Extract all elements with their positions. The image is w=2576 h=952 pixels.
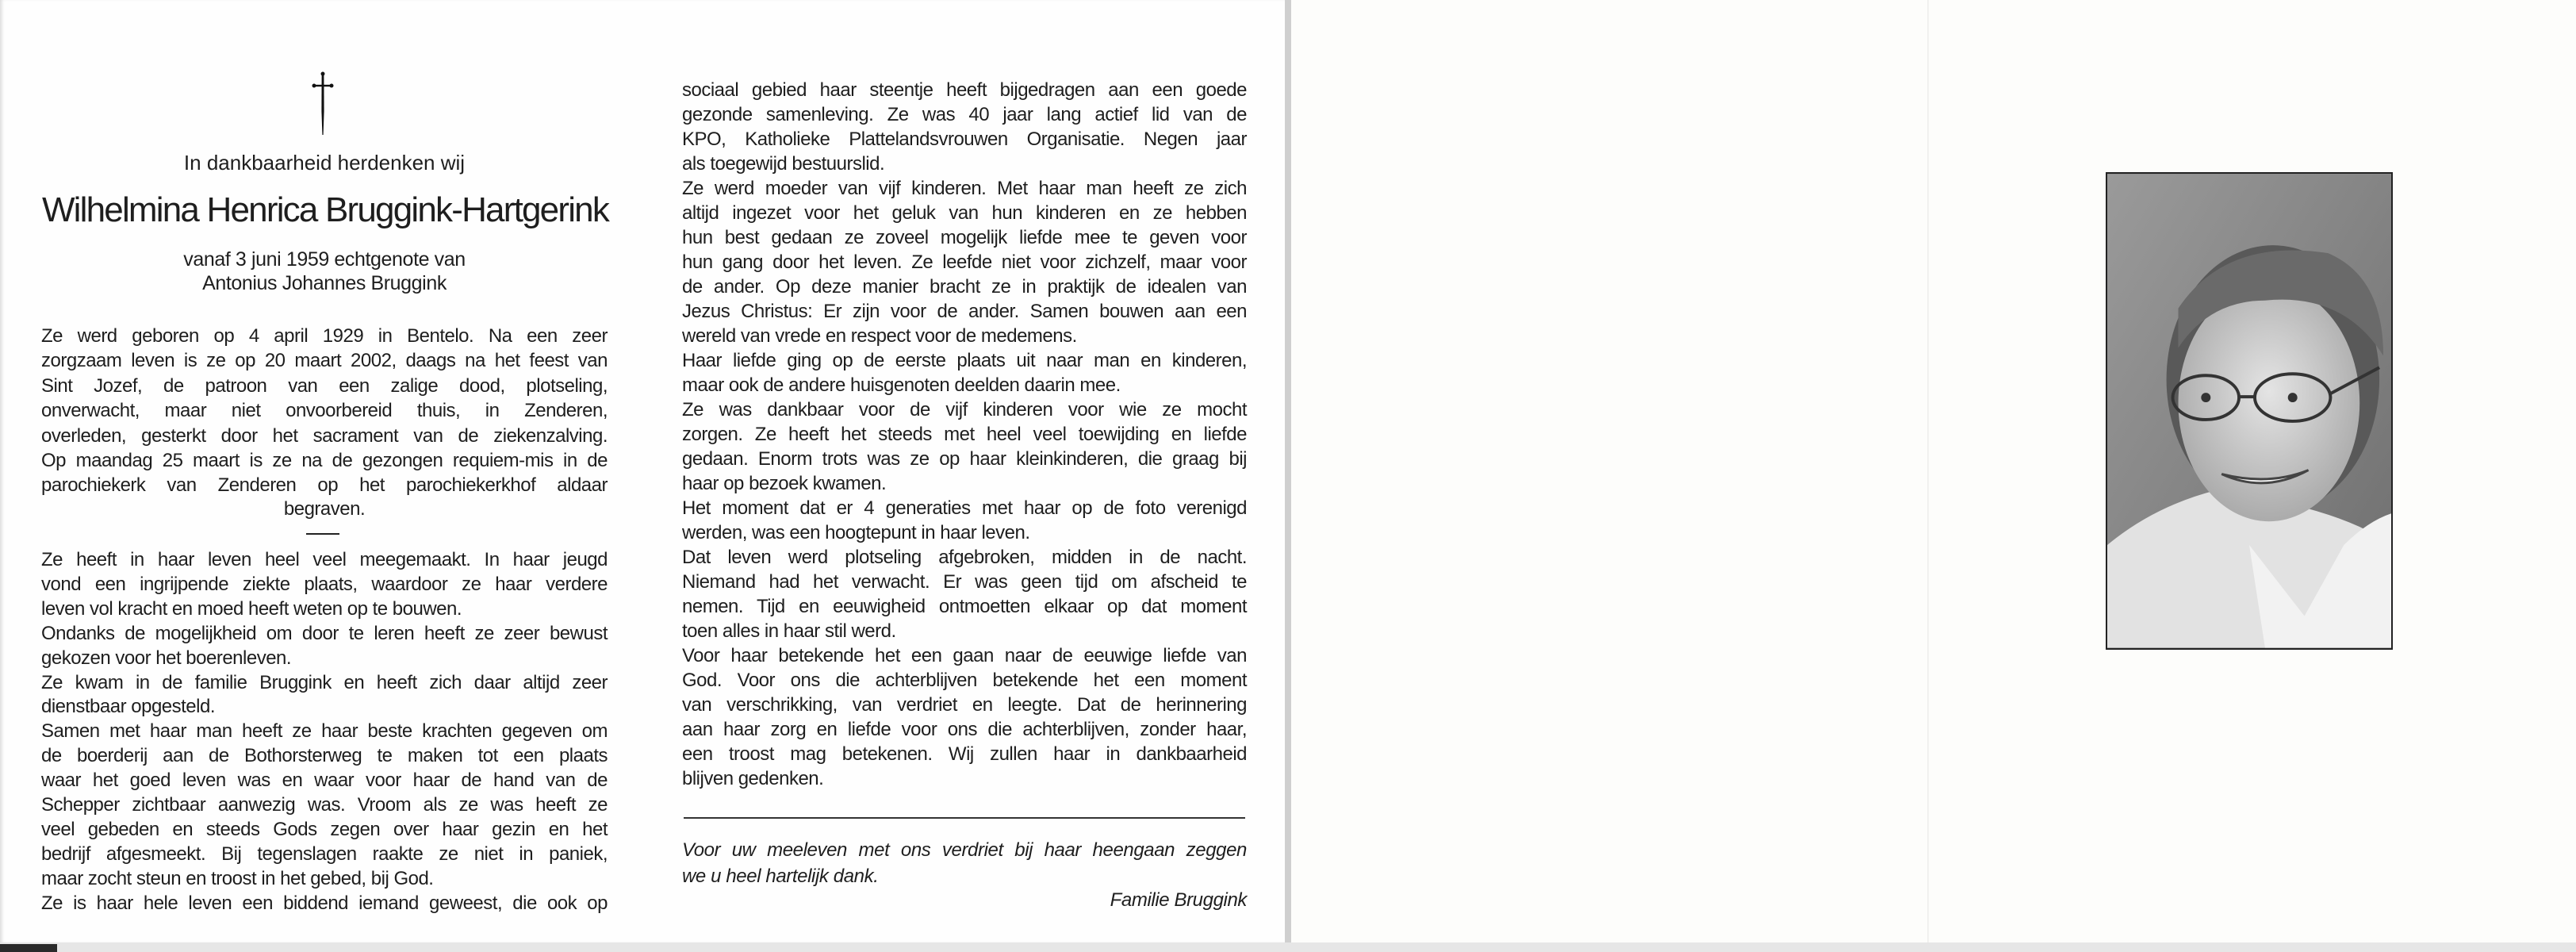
text-line: toen alles in haar stil werd.: [682, 620, 896, 642]
text-line: nemen. Tijd en eeuwigheid ontmoetten elkaar op dat moment: [682, 596, 1247, 617]
text-line: blijven gedenken.: [682, 768, 824, 789]
text-line: maar zocht steun en troost in het gebed, bij God.: [41, 867, 434, 889]
text-line: altijd ingezet voor het geluk van hun kinderen en ze hebben: [682, 202, 1247, 224]
text-line: aan haar zorg en liefde voor ons die achterblijven, zonder haar,: [682, 719, 1247, 740]
text-line: Op maandag 25 maart is ze na de gezongen requiem-mis in de: [41, 450, 608, 471]
text-line: veel gebeden en steeds Gods zegen over haar gezin en het: [41, 818, 608, 840]
text-line: maar ook de andere huisgenoten deelden daarin mee.: [682, 374, 1121, 396]
text-line: Niemand had het verwacht. Er was geen tijd om afscheid te: [682, 571, 1247, 593]
text-line: God. Voor ons die achterblijven betekende het een moment: [682, 670, 1247, 691]
text-line: haar op bezoek kwamen.: [682, 473, 887, 494]
spouse-line-1: vanaf 3 juni 1959 echtgenote van: [183, 248, 466, 271]
text-line: vond een ingrijpende ziekte plaats, waardoor ze haar verdere: [41, 573, 608, 595]
text-line: Ze heeft in haar leven heel veel meegemaakt. In haar jeugd: [41, 549, 608, 570]
text-line: onverwacht, maar niet onvoorbereid thuis, in Zenderen,: [41, 400, 608, 422]
text-line: dienstbaar opgesteld.: [41, 696, 215, 718]
text-line: wereld van vrede en respect voor de medemens.: [682, 325, 1077, 347]
text-line: leven vol kracht en moed heeft weten op te bouwen.: [41, 597, 462, 620]
text-line: de ander. Op deze manier bracht ze in praktijk de idealen van: [682, 276, 1247, 298]
text-line: Voor haar betekende het een gaan naar de eeuwige liefde van: [682, 645, 1247, 666]
scan-edge-shadow: [0, 944, 57, 952]
scan-edge: [0, 942, 2576, 952]
text-line: bedrijf afgesmeekt. Bij tegenslagen raakte ze niet in paniek,: [41, 843, 608, 865]
card-outside-spread: [1291, 0, 2576, 942]
text-line: overleden, gesterkt door het sacrament van de ziekenzalving.: [41, 424, 608, 447]
text-line: een troost mag betekenen. Wij zullen haar in dankbaarheid: [682, 743, 1247, 765]
cross-icon: [312, 71, 334, 136]
text-line: Het moment dat er 4 generaties met haar op de foto verenigd: [682, 497, 1247, 519]
spouse-line-2: Antonius Johannes Bruggink: [202, 272, 447, 294]
text-line: hun gang door het leven. Ze leefde niet voor zichzelf, maar voor: [682, 251, 1247, 273]
horizontal-rule: [684, 817, 1245, 819]
text-line: KPO, Katholieke Plattelandsvrouwen Organisatie. Negen jaar: [682, 129, 1247, 150]
thanks-line-1: Voor uw meeleven met ons verdriet bij haar heengaan zeggen: [682, 839, 1247, 861]
family-signature: Familie Bruggink: [1110, 889, 1247, 911]
card-inside-spread: [0, 0, 1285, 942]
deceased-name: Wilhelmina Henrica Bruggink-Hartgerink: [41, 190, 609, 229]
text-line: Ze werd geboren op 4 april 1929 in Bentelo. Na een zeer: [41, 325, 608, 347]
text-line: Ze was dankbaar voor de vijf kinderen voor wie ze mocht: [682, 399, 1247, 420]
text-line: hun best gedaan ze zoveel mogelijk liefde mee te geven voor: [682, 227, 1247, 248]
portrait-photo: [2106, 172, 2393, 650]
text-line: Jezus Christus: Er zijn voor de ander. Samen bouwen aan een: [682, 301, 1247, 322]
section-divider: [306, 533, 339, 535]
text-line: sociaal gebied haar steentje heeft bijgedragen aan een goede: [682, 79, 1247, 101]
text-line: als toegewijd bestuurslid.: [682, 153, 885, 175]
text-line: Schepper zichtbaar aanwezig was. Vroom als ze was heeft ze: [41, 794, 608, 816]
text-line: Haar liefde ging op de eerste plaats uit naar man en kinderen,: [682, 350, 1247, 371]
text-line: Dat leven werd plotseling afgebroken, midden in de nacht.: [682, 547, 1247, 568]
text-line: gedaan. Enorm trots was ze op haar kleinkinderen, die graag bij: [682, 448, 1247, 470]
text-line: waar het goed leven was en waar voor haar de hand van de: [41, 770, 608, 792]
text-line: werden, was een hoogtepunt in haar leven.: [682, 522, 1030, 543]
text-line: Samen met haar man heeft ze haar beste krachten gegeven om: [41, 720, 608, 743]
fold-line: [1927, 0, 1929, 942]
paragraph-1-end: begraven.: [283, 498, 366, 520]
text-line: gezonde samenleving. Ze was 40 jaar lang actief lid van de: [682, 104, 1247, 125]
text-line: de boerderij aan de Bothorsterweg te maken tot een plaats: [41, 745, 608, 767]
text-line: parochiekerk van Zenderen op het parochiekerkhof aldaar: [41, 474, 608, 497]
thanks-line-2: we u heel hartelijk dank.: [682, 866, 879, 887]
text-line: Ze werd moeder van vijf kinderen. Met haar man heeft ze zich: [682, 178, 1247, 199]
text-line: zorgzaam leven is ze op 20 maart 2002, daags na het feest van: [41, 350, 608, 372]
text-line: gekozen voor het boerenleven.: [41, 647, 292, 669]
intro-text: In dankbaarheid herdenken wij: [183, 151, 466, 175]
text-line: van verschrikking, van verdriet en leegte. Dat de herinnering: [682, 694, 1247, 716]
text-line: Ondanks de mogelijkheid om door te leren heeft ze zeer bewust: [41, 622, 608, 644]
text-line: Ze is haar hele leven een biddend iemand geweest, die ook op: [41, 892, 608, 914]
text-line: Sint Jozef, de patroon van een zalige dood, plotseling,: [41, 374, 608, 397]
text-line: zorgen. Ze heeft het steeds met heel veel toewijding en liefde: [682, 424, 1247, 445]
text-line: Ze kwam in de familie Bruggink en heeft zich daar altijd zeer: [41, 671, 608, 693]
